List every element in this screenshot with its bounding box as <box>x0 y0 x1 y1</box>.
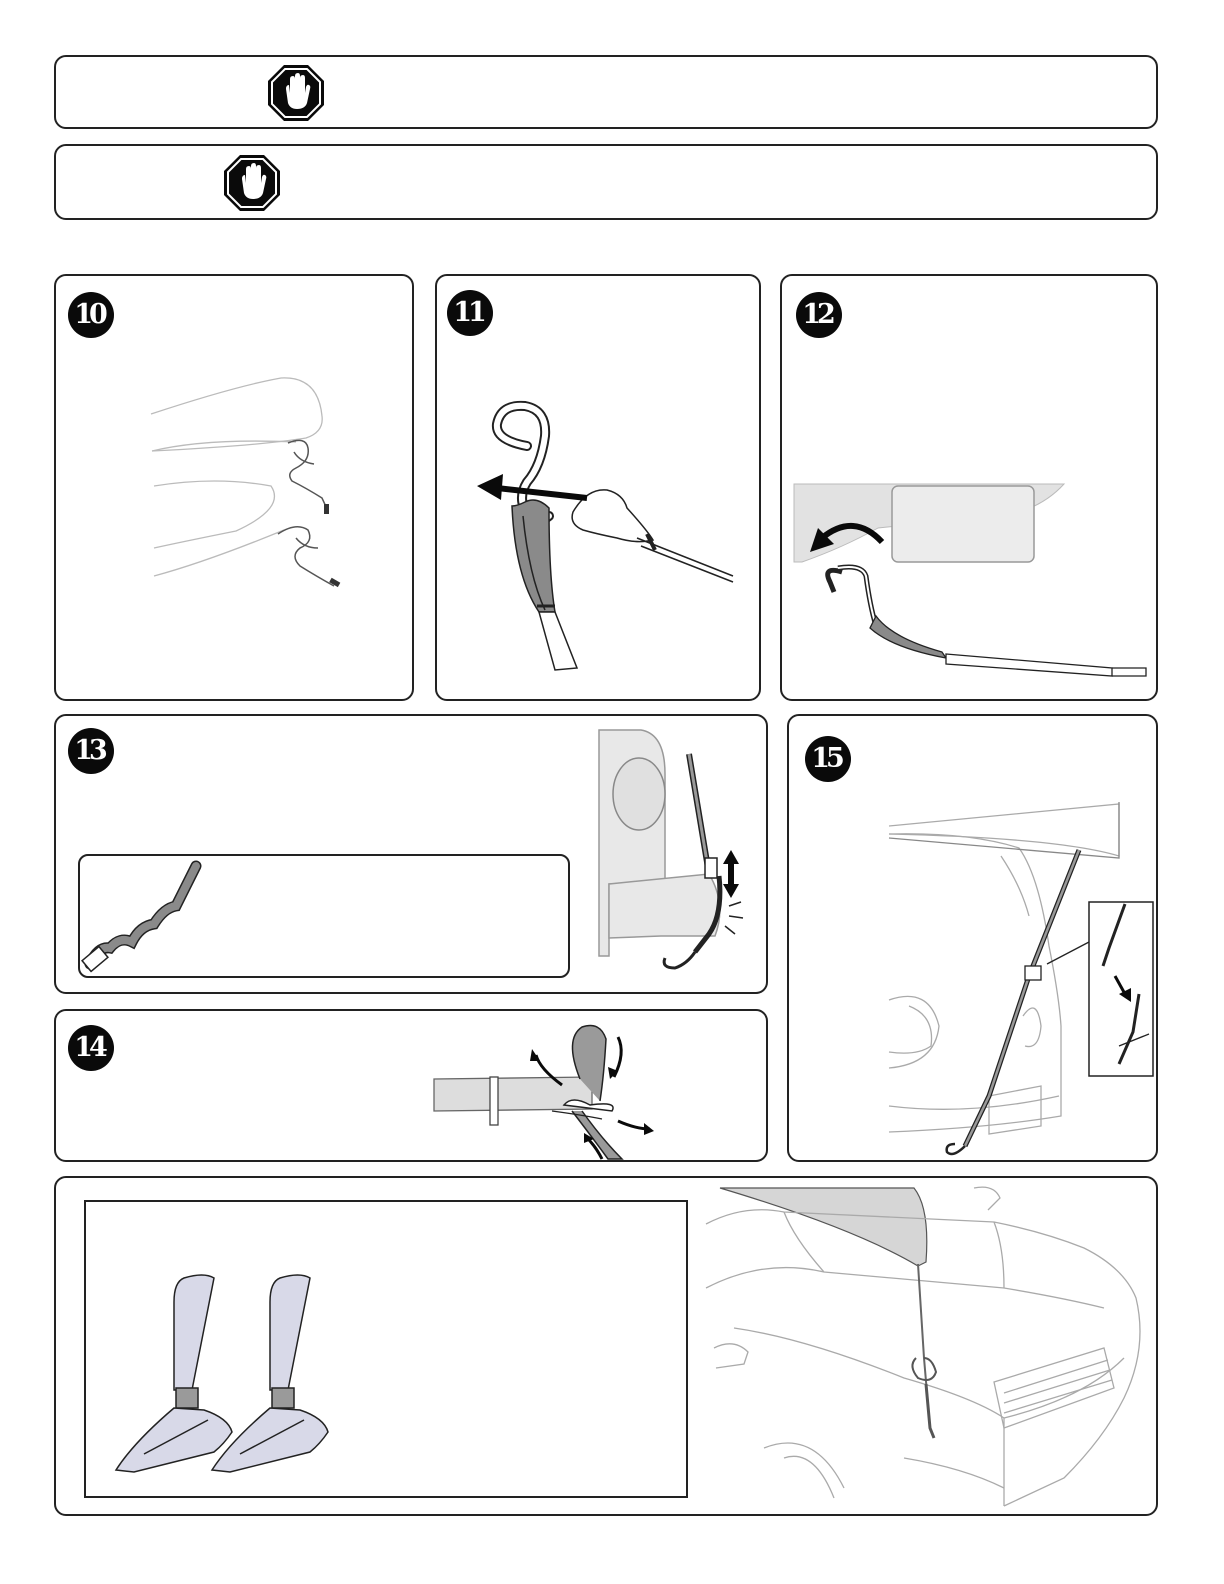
twisted-strap-icon <box>80 856 220 980</box>
s-hook-strap-illustration <box>437 276 763 703</box>
step-13-panel <box>54 714 768 994</box>
vehicle-corner-strap-illustration <box>591 724 766 986</box>
step-10-panel <box>54 274 414 701</box>
twist-note-box <box>78 854 570 978</box>
warning-banner-2 <box>54 144 1158 220</box>
step-11-panel <box>435 274 761 701</box>
vehicle-front-tiedown-illustration <box>789 716 1160 1164</box>
step-number: 15 <box>805 736 851 782</box>
hood-loop-strap-illustration <box>114 1272 354 1472</box>
vehicle-hood-tiedown-illustration <box>704 1188 1154 1508</box>
step-15-panel <box>787 714 1158 1162</box>
step-14-panel <box>54 1009 768 1162</box>
step-number: 11 <box>447 290 493 336</box>
kayak-bow-loop-illustration <box>56 276 416 703</box>
strap-tie-illustration <box>432 1019 662 1161</box>
arrow-icon <box>497 488 587 498</box>
stop-hand-icon <box>266 63 326 123</box>
step-number: 12 <box>796 292 842 338</box>
warning-banner-1 <box>54 55 1158 129</box>
step-number: 10 <box>68 292 114 338</box>
step-number: 13 <box>68 728 114 774</box>
stop-hand-icon <box>222 153 282 213</box>
bow-stern-pad-box <box>84 1200 688 1498</box>
step-number: 14 <box>68 1025 114 1071</box>
step-12-panel <box>780 274 1158 701</box>
bumper-hook-illustration <box>782 276 1160 703</box>
bottom-panel <box>54 1176 1158 1516</box>
